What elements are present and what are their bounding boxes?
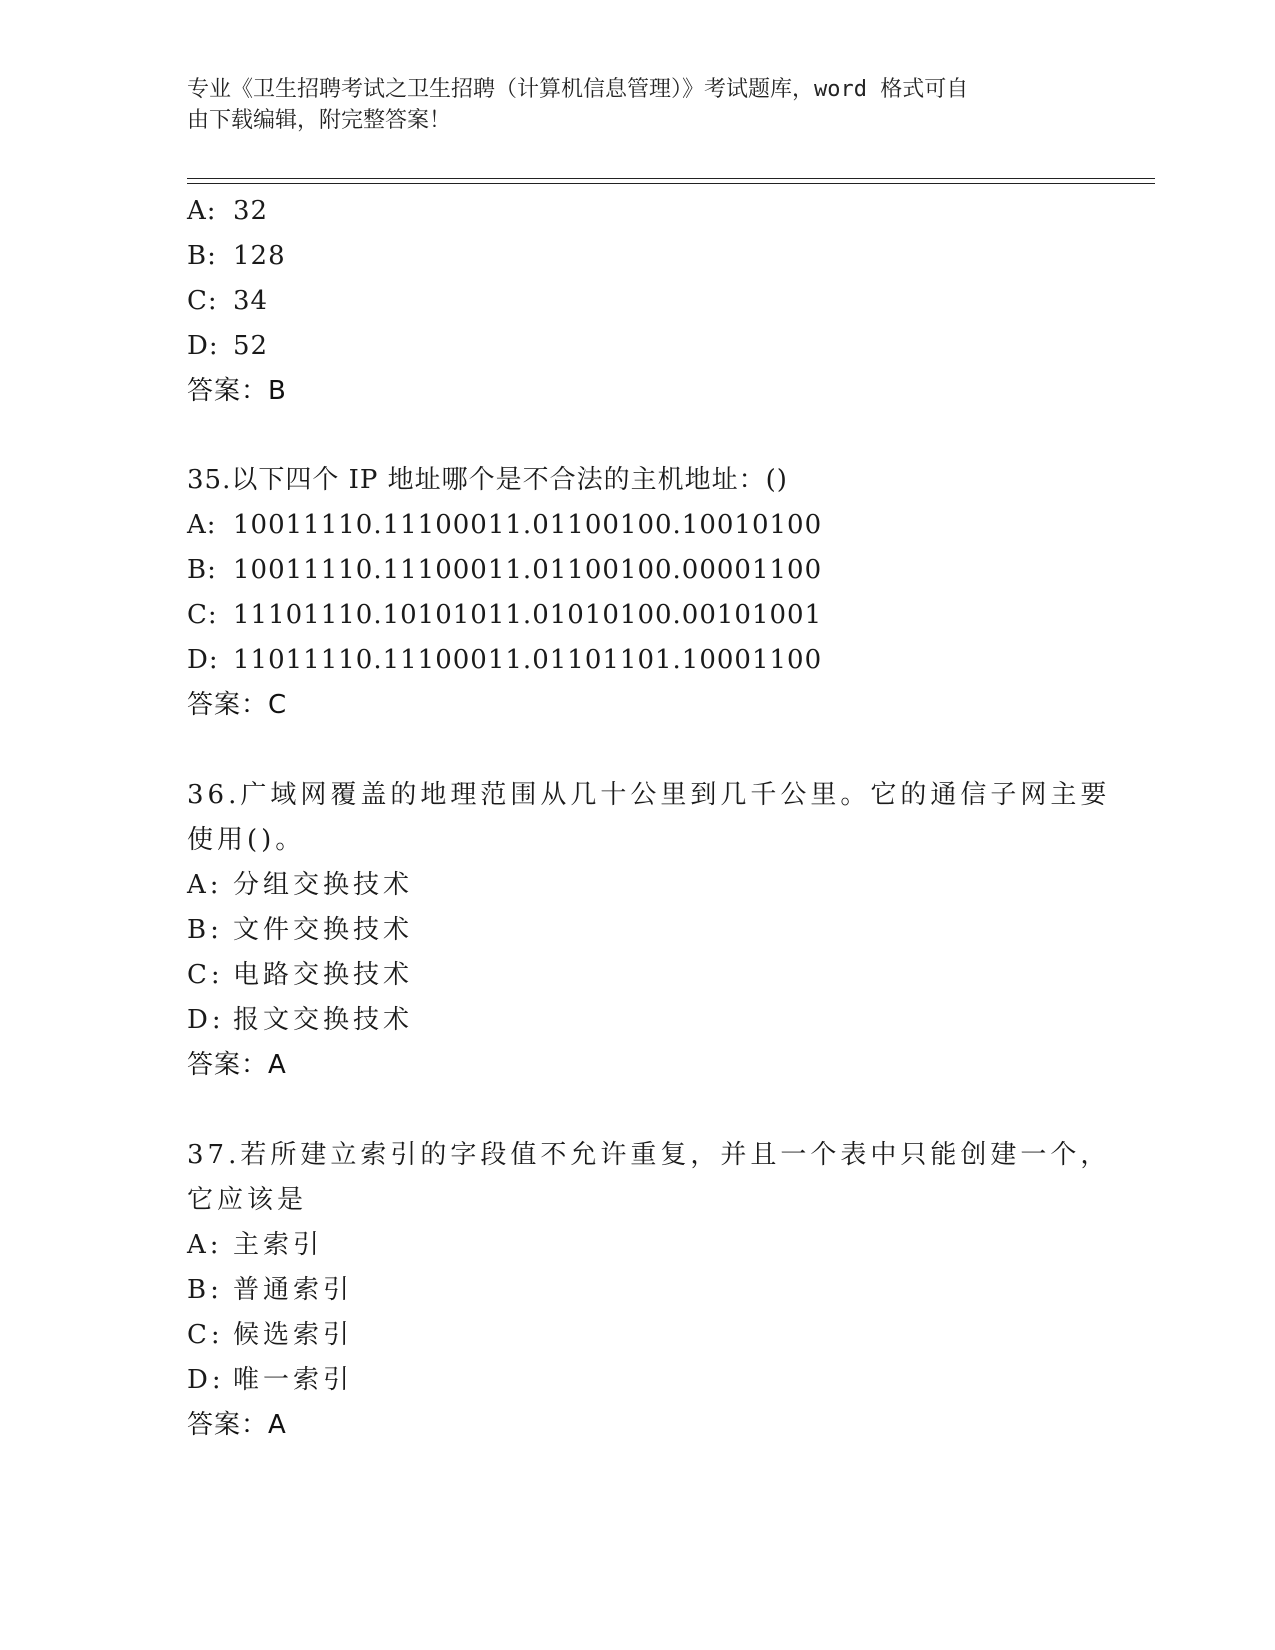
q36-stem-line-1: 36.广域网覆盖的地理范围从几十公里到几千公里。它的通信子网主要 (187, 780, 1111, 810)
q36-stem-line-2: 使用()。 (187, 825, 306, 855)
q37-option-a: A: 主索引 (187, 1230, 324, 1260)
header-line-2: 由下载编辑，附完整答案！ (187, 108, 452, 133)
q36-option-b: B: 文件交换技术 (187, 915, 414, 945)
q34-option-c: C: 34 (187, 286, 269, 316)
q37-option-b: B: 普通索引 (187, 1275, 354, 1305)
q37-stem-line-2: 它应该是 (187, 1185, 308, 1215)
q35-option-c: C: 11101110.10101011.01010100.00101001 (187, 600, 823, 630)
q36-option-c: C: 电路交换技术 (187, 960, 414, 990)
q36-option-a: A: 分组交换技术 (187, 870, 414, 900)
header-line-1: 专业《卫生招聘考试之卫生招聘（计算机信息管理）》考试题库，word 格式可自 (187, 77, 969, 102)
q35-option-b: B: 10011110.11100011.01100100.00001100 (187, 555, 823, 585)
q34-option-b: B: 128 (187, 241, 286, 271)
q37-option-d: D: 唯一索引 (187, 1365, 354, 1395)
q37-option-c: C: 候选索引 (187, 1320, 354, 1350)
q34-option-a: A: 32 (187, 196, 269, 226)
header-divider-top (187, 178, 1155, 179)
q37-stem-line-1: 37.若所建立索引的字段值不允许重复，并且一个表中只能创建一个， (187, 1140, 1111, 1170)
q35-answer: 答案：C (187, 690, 288, 720)
q34-answer: 答案：B (187, 376, 287, 406)
header-divider-bottom (187, 183, 1155, 184)
q34-option-d: D: 52 (187, 331, 269, 361)
q35-stem: 35.以下四个 IP 地址哪个是不合法的主机地址：() (187, 465, 788, 495)
q36-option-d: D: 报文交换技术 (187, 1005, 414, 1035)
q36-answer: 答案：A (187, 1050, 287, 1080)
q35-option-a: A: 10011110.11100011.01100100.10010100 (187, 510, 823, 540)
document-header (187, 74, 1087, 136)
q37-answer: 答案：A (187, 1410, 287, 1440)
q35-option-d: D: 11011110.11100011.01101101.10001100 (187, 645, 823, 675)
